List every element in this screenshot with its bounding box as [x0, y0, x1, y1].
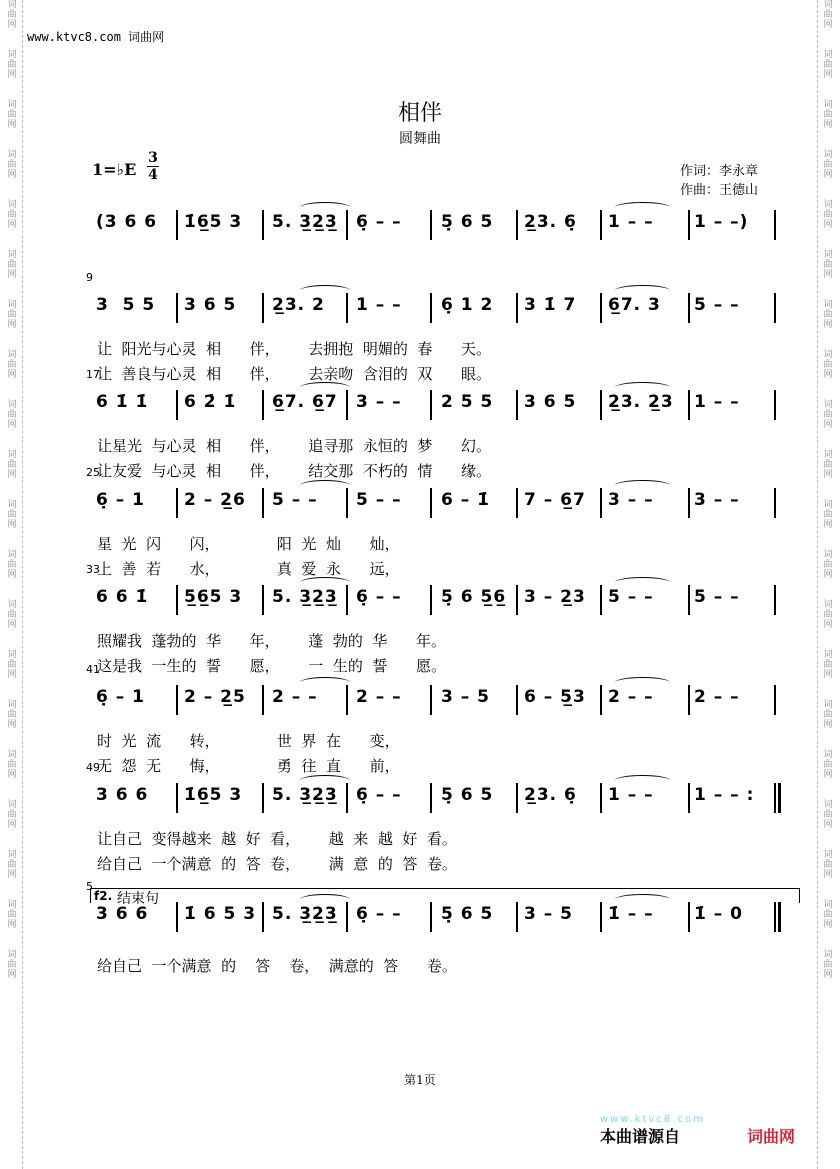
- measure-notes: 1̇6̲5 3: [184, 785, 243, 805]
- bar-line: [176, 210, 178, 240]
- measure-notes: 5. 3̲2̲3̲: [272, 212, 338, 232]
- measure-number: 25: [86, 466, 100, 479]
- measure-notes: 6̣ – 1: [96, 490, 145, 510]
- bar-line: [430, 585, 432, 615]
- measure-notes: 5̣ 6 5: [441, 212, 494, 232]
- measure-notes: 5 – –: [356, 490, 402, 510]
- slur-mark: [615, 775, 670, 786]
- measure-notes: 6̣ – –: [356, 904, 402, 924]
- measure-notes: 6̲7. 3: [608, 295, 661, 315]
- measure-notes: 2 – –: [356, 687, 402, 707]
- bar-line: [346, 585, 348, 615]
- measure-notes: 2̲3. 6̣: [524, 212, 577, 232]
- bar-line: [600, 783, 602, 813]
- measure-notes: 2 – 2̲6: [184, 490, 246, 510]
- key-signature: 1=♭E: [92, 160, 137, 179]
- measure-notes: 3 – 5: [441, 687, 490, 707]
- measure-notes: (3 6 6: [96, 212, 158, 232]
- measure-notes: 3 – 2̲3: [524, 587, 586, 607]
- right-watermark: 词 曲 网 词 曲 网 词 曲 网 词 曲 网 词 曲 网 词 曲 网 词 曲 网 词 曲 网 词 曲 网 词 曲 网 词 曲 网 词 曲 网 词 曲 网 词 曲 网 词 曲 网 词 曲 网 词 曲 网 词 曲 网 词 曲 网 词 曲 网: [823, 0, 833, 980]
- ending-bracket: [90, 888, 800, 903]
- measure-notes: 3 5 5: [96, 295, 156, 315]
- bar-line: [516, 585, 518, 615]
- measure-notes: 1̇ – 0: [694, 904, 743, 924]
- bar-line: [346, 902, 348, 932]
- bar-line: [346, 390, 348, 420]
- bar-line: [262, 293, 264, 323]
- lyric-line: 让自己 变得越来 越 好 看， 越 来 越 好 看。: [97, 830, 457, 848]
- bar-line: [516, 488, 518, 518]
- measure-notes: 6 2̇ 1̇: [184, 392, 237, 412]
- measure-notes: 2 – –: [272, 687, 318, 707]
- source-text: 本曲谱源自: [600, 1127, 681, 1146]
- bar-line: [430, 902, 432, 932]
- measure-notes: 1̇6̲5 3: [184, 212, 243, 232]
- measure-notes: 5 – –: [694, 295, 740, 315]
- song-title: 相伴: [397, 101, 442, 126]
- measure-notes: 1 – –: [694, 392, 740, 412]
- bar-line: [516, 902, 518, 932]
- measure-notes: 3 6 6: [96, 904, 149, 924]
- song-subtitle: 圆舞曲: [399, 131, 441, 147]
- bar-line: [346, 293, 348, 323]
- bar-line: [688, 585, 690, 615]
- lyric-line: 给自己 一个满意 的 答 卷， 满意的 答 卷。: [97, 957, 457, 975]
- slur-mark: [300, 480, 350, 491]
- bar-line: [600, 685, 602, 715]
- ending-mark: f2.: [94, 889, 113, 903]
- measure-number: 9: [86, 271, 93, 284]
- measure-notes: 5. 3̲2̲3̲: [272, 587, 338, 607]
- measure-notes: 3 6 5: [184, 295, 237, 315]
- ending-label: 结束句: [117, 891, 159, 907]
- bar-line: [262, 783, 264, 813]
- measure-notes: 5̣ 6 5̲6̲: [441, 587, 507, 607]
- lyric-line: 让友爱 与心灵 相 伴， 结交那 不朽的 情 缘。: [97, 462, 491, 480]
- bar-line: [430, 210, 432, 240]
- bar-line: [688, 210, 690, 240]
- measure-notes: 1 – –: [608, 785, 654, 805]
- bar-line: [176, 783, 178, 813]
- lyric-line: 时 光 流 转， 世 界 在 变，: [97, 732, 400, 750]
- bar-line: [262, 488, 264, 518]
- bar-line: [688, 685, 690, 715]
- measure-number: 41: [86, 663, 100, 676]
- bar-line: [774, 210, 776, 240]
- bar-line: [516, 210, 518, 240]
- measure-notes: 5 – –: [694, 587, 740, 607]
- lyric-line: 给自己 一个满意 的 答 卷， 满 意 的 答 卷。: [97, 855, 457, 873]
- measure-notes: 5̣ 6 5: [441, 785, 494, 805]
- lyric-line: 无 怨 无 悔， 勇 往 直 前，: [97, 757, 400, 775]
- lyricist-credit: 作词：李永章: [680, 164, 759, 179]
- bar-line: [688, 488, 690, 518]
- bar-line: [516, 685, 518, 715]
- measure-number: 33: [86, 563, 100, 576]
- time-signature: [147, 150, 159, 183]
- measure-notes: 6 1̇ 1̇: [96, 392, 149, 412]
- bar-line: [688, 902, 690, 932]
- measure-notes: 5. 3̲2̲3̲: [272, 904, 338, 924]
- bar-line: [600, 293, 602, 323]
- measure-notes: 1̇ – –: [608, 904, 654, 924]
- measure-notes: 3 6 6: [96, 785, 149, 805]
- measure-notes: 5̲6̲5 3: [184, 587, 243, 607]
- left-margin-rule: [22, 0, 23, 1169]
- measure-notes: 6̣ – 1: [96, 687, 145, 707]
- meter-top: 3: [148, 150, 158, 166]
- measure-notes: 7 – 6̲7: [524, 490, 586, 510]
- bar-line: [430, 488, 432, 518]
- measure-notes: 3 6 5: [524, 392, 577, 412]
- measure-notes: 6 – 1̇: [441, 490, 490, 510]
- bar-line: [346, 210, 348, 240]
- measure-notes: 1 – –): [694, 212, 749, 232]
- slur-mark: [300, 382, 350, 393]
- slur-mark: [615, 480, 670, 491]
- meter-bottom: 4: [148, 167, 158, 183]
- bar-line: [774, 293, 776, 323]
- slur-mark: [300, 775, 350, 786]
- bar-line: [774, 902, 776, 932]
- bar-line: [176, 293, 178, 323]
- bar-line: [688, 783, 690, 813]
- bar-line: [262, 210, 264, 240]
- measure-notes: 2 – 2̲5: [184, 687, 246, 707]
- bar-line: [262, 685, 264, 715]
- brand-logo-text[interactable]: 词曲网: [747, 1127, 796, 1146]
- left-watermark: 词 曲 网 词 曲 网 词 曲 网 词 曲 网 词 曲 网 词 曲 网 词 曲 网 词 曲 网 词 曲 网 词 曲 网 词 曲 网 词 曲 网 词 曲 网 词 曲 网 词 曲 网 词 曲 网 词 曲 网 词 曲 网 词 曲 网 词 曲 网: [7, 0, 17, 980]
- measure-notes: 5̣ 6 5: [441, 904, 494, 924]
- measure-notes: 5 – –: [272, 490, 318, 510]
- bar-line: [774, 390, 776, 420]
- bar-line: [774, 783, 776, 813]
- site-url[interactable]: www.ktvc8.com 词曲网: [27, 30, 165, 44]
- bar-line: [774, 585, 776, 615]
- slur-mark: [300, 285, 350, 296]
- slur-mark: [300, 202, 350, 213]
- slur-mark: [300, 577, 350, 588]
- lyric-line: 这是我 一生的 誓 愿， 一 生的 誓 愿。: [97, 657, 446, 675]
- bar-line: [516, 390, 518, 420]
- bar-line: [176, 685, 178, 715]
- measure-number: 5: [86, 880, 93, 893]
- measure-number: 49: [86, 761, 100, 774]
- bar-line: [176, 390, 178, 420]
- measure-notes: 2̲3. 6̣: [524, 785, 577, 805]
- bar-line: [346, 783, 348, 813]
- bar-line: [600, 585, 602, 615]
- slur-mark: [615, 382, 670, 393]
- bar-line: [600, 390, 602, 420]
- bar-line: [688, 293, 690, 323]
- measure-notes: 1 – –: [356, 295, 402, 315]
- measure-notes: 6 6 1̇: [96, 587, 149, 607]
- bar-line: [600, 210, 602, 240]
- bar-line: [430, 783, 432, 813]
- bar-line: [262, 390, 264, 420]
- faint-url: www.ktvc8.com: [600, 1114, 705, 1125]
- lyric-line: 照耀我 蓬勃的 华 年， 蓬 勃的 华 年。: [97, 632, 446, 650]
- measure-notes: 6̲7. 6̲7: [272, 392, 338, 412]
- final-bar-line: [778, 902, 781, 932]
- measure-notes: 6̣ 1 2: [441, 295, 494, 315]
- slur-mark: [615, 285, 670, 296]
- bar-line: [600, 488, 602, 518]
- measure-notes: 2 – –: [694, 687, 740, 707]
- lyric-line: 让 善良与心灵 相 伴， 去亲吻 含泪的 双 眼。: [97, 365, 491, 383]
- measure-notes: 6̣ – –: [356, 212, 402, 232]
- slur-mark: [300, 677, 350, 688]
- bar-line: [430, 390, 432, 420]
- measure-notes: 5 – –: [608, 587, 654, 607]
- bar-line: [688, 390, 690, 420]
- measure-notes: 3 – –: [608, 490, 654, 510]
- measure-number: 17: [86, 368, 100, 381]
- composer-credit: 作曲：王德山: [680, 183, 759, 198]
- bar-line: [262, 902, 264, 932]
- lyric-line: 让 阳光与心灵 相 伴， 去拥抱 明媚的 春 天。: [97, 340, 491, 358]
- measure-notes: 3 1̇ 7: [524, 295, 577, 315]
- bar-line: [346, 685, 348, 715]
- slur-mark: [615, 677, 670, 688]
- lyric-line: 让星光 与心灵 相 伴， 追寻那 永恒的 梦 幻。: [97, 437, 491, 455]
- measure-notes: 2 – –: [608, 687, 654, 707]
- bar-line: [600, 902, 602, 932]
- bar-line: [176, 902, 178, 932]
- slur-mark: [615, 202, 670, 213]
- bar-line: [774, 488, 776, 518]
- measure-notes: 1 – – :: [694, 785, 755, 805]
- slur-mark: [615, 577, 670, 588]
- measure-notes: 2̲3. 2: [272, 295, 325, 315]
- bar-line: [774, 685, 776, 715]
- bar-line: [430, 685, 432, 715]
- measure-notes: 1 – –: [608, 212, 654, 232]
- lyric-line: 上 善 若 水， 真 爱 永 远，: [97, 560, 400, 578]
- measure-notes: 6̣ – –: [356, 785, 402, 805]
- measure-notes: 2 5 5: [441, 392, 494, 412]
- page-number: 第1页: [404, 1073, 436, 1087]
- measure-notes: 1̇ 6 5 3: [184, 904, 257, 924]
- measure-notes: 2̲3. 2̲3: [608, 392, 674, 412]
- measure-notes: 6 – 5̲3: [524, 687, 586, 707]
- bar-line: [430, 293, 432, 323]
- measure-notes: 6̣ – –: [356, 587, 402, 607]
- measure-notes: 5. 3̲2̲3̲: [272, 785, 338, 805]
- bar-line: [176, 488, 178, 518]
- lyric-line: 星 光 闪 闪， 阳 光 灿 灿，: [97, 535, 400, 553]
- measure-notes: 3 – 5: [524, 904, 573, 924]
- bar-line: [346, 488, 348, 518]
- measure-notes: 3 – –: [356, 392, 402, 412]
- final-bar-line: [778, 783, 781, 813]
- bar-line: [262, 585, 264, 615]
- bar-line: [516, 293, 518, 323]
- measure-notes: 3 – –: [694, 490, 740, 510]
- bar-line: [176, 585, 178, 615]
- bar-line: [516, 783, 518, 813]
